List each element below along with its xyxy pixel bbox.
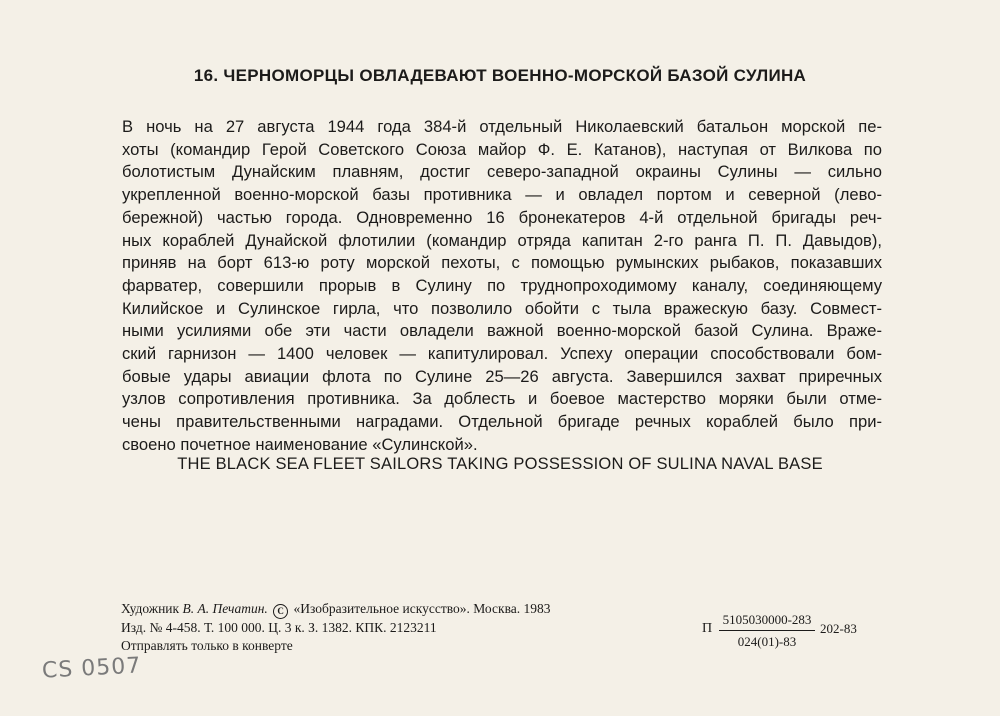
code-denominator: 024(01)-83 (737, 634, 797, 649)
archive-stamp: CS 0507 (41, 653, 142, 684)
imprint-line-edition: Изд. № 4-458. Т. 100 000. Ц. 3 к. З. 1382. КПК. 2123211 (121, 620, 437, 635)
body-line: Килийское и Сулинское гирла, что позволило обойти с тыла вражескую базу. Совмест- (122, 298, 882, 318)
body-text (122, 116, 882, 457)
body-line: ных кораблей Дунайской флотилии (командир отряда капитан 2-го ранга П. П. Давыдов), (122, 230, 882, 250)
catalog-code (702, 612, 892, 652)
artist-prefix: Художник (121, 601, 180, 616)
body-line: хоты (командир Герой Советского Союза майор Ф. Е. Катанов), наступая от Вилкова по (122, 139, 882, 159)
body-line: своено почетное наименование «Сулинской». (122, 434, 478, 454)
copyright-icon: C (273, 604, 288, 619)
page-title: 16. ЧЕРНОМОРЦЫ ОВЛАДЕВАЮТ ВОЕННО-МОРСКОЙ БАЗОЙ СУЛИНА (193, 66, 807, 85)
code-suffix: 202-83 (820, 621, 857, 636)
code-numerator: 5105030000-283 (722, 612, 812, 627)
imprint (121, 600, 681, 654)
body-line: укрепленной военно-морской базы противника — и овладел портом и северной (лево- (122, 185, 882, 205)
body-line: ский гарнизон — 1400 человек — капитулировал. Успеху операции способствовали бом- (122, 344, 882, 364)
publisher: «Изобразительное искусство». Москва. 1983 (293, 601, 551, 616)
body-line: болотистым Дунайским плавням, достиг северо-западной окраины Сулины — сильно (122, 162, 882, 182)
artist-name: В. А. Печатин. (182, 601, 268, 616)
body-line: чены правительственными наградами. Отдельной бригаде речных кораблей было при- (122, 412, 882, 432)
english-title: THE BLACK SEA FLEET SAILORS TAKING POSSESSION OF SULINA NAVAL BASE (177, 455, 823, 473)
imprint-line-artist (121, 600, 681, 619)
imprint-line-envelope: Отправлять только в конверте (121, 637, 293, 653)
body-line: В ночь на 27 августа 1944 года 384-й отдельный Николаевский батальон морской пе- (122, 117, 882, 136)
body-line: бовые удары авиации флота по Сулине 25—26 августа. Завершился захват приречных (122, 366, 882, 386)
body-line: фарватер, совершили прорыв в Сулину по труднопроходимому каналу, соединяющему (122, 275, 882, 295)
body-line: бережной) частью города. Одновременно 16 бронекатеров 4-й отдельной бригады реч- (122, 207, 882, 227)
body-line: узлов сопротивления противника. За доблесть и боевое мастерство моряки были отме- (122, 389, 882, 409)
body-line: ными усилиями обе эти части овладели важной военно-морской базой Сулина. Враже- (122, 321, 882, 341)
body-line: приняв на борт 613-ю роту морской пехоты, с помощью румынских рыбаков, показавших (122, 253, 882, 273)
fraction-bar (719, 630, 815, 631)
code-prefix: П (702, 621, 713, 636)
